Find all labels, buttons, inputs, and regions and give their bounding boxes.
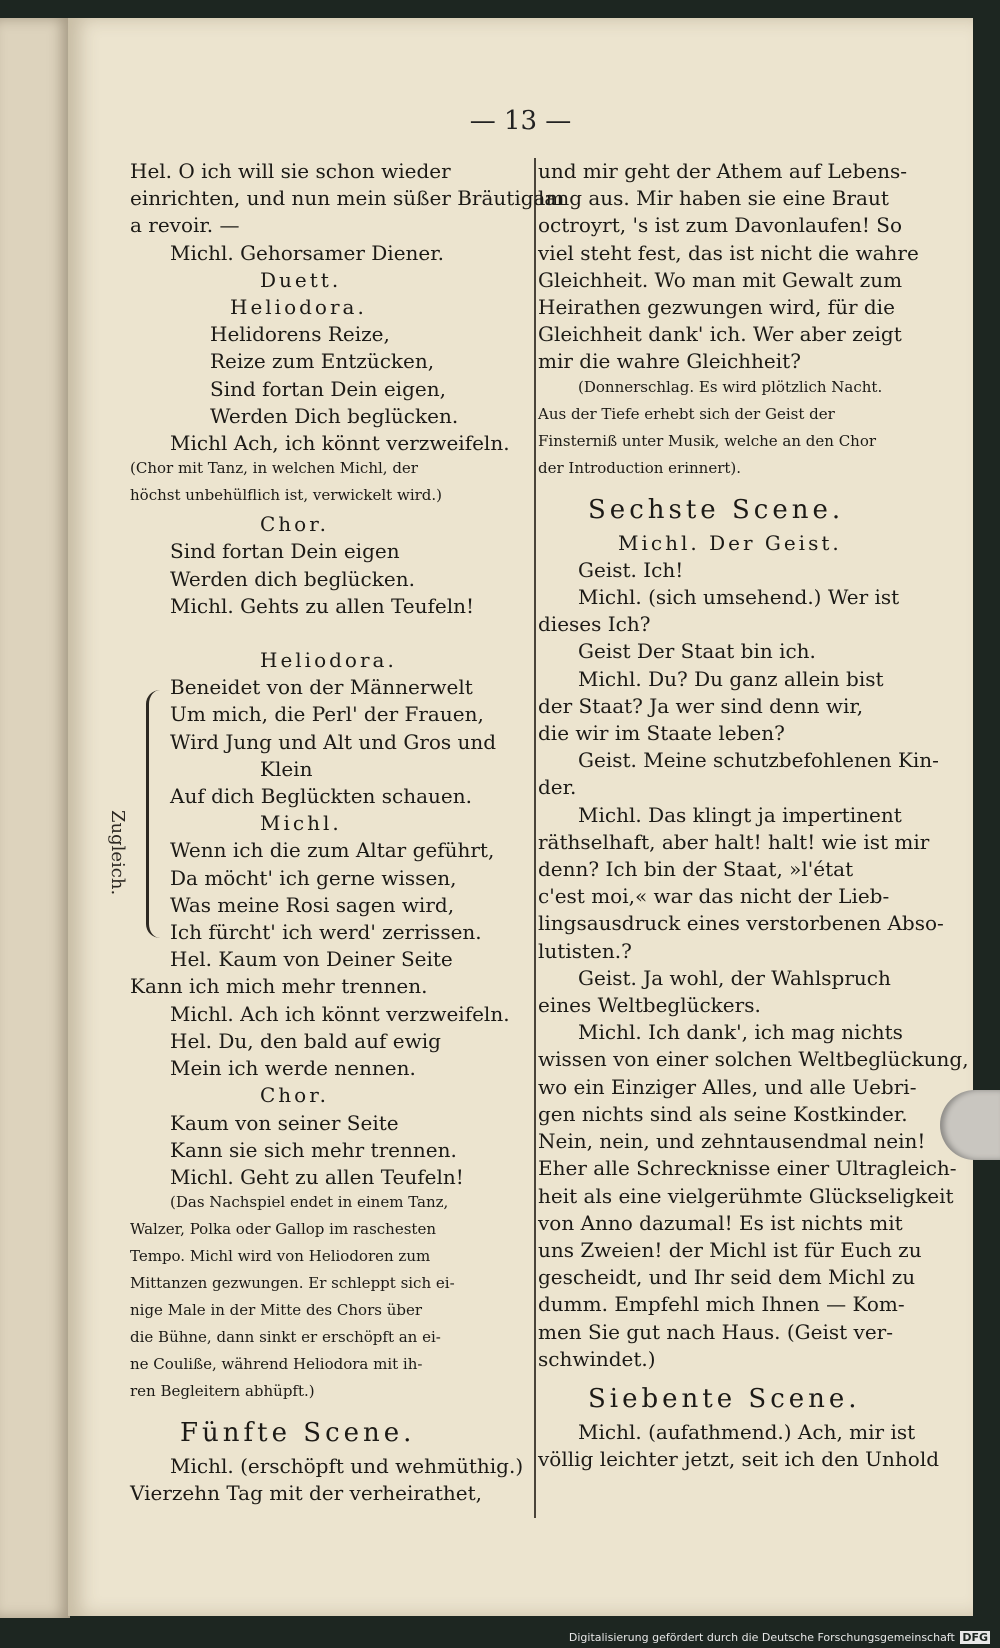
text-line: Michl. Ach ich könnt verzweifeln. — [170, 1001, 510, 1026]
text-line: Auf dich Beglückten schauen. — [170, 784, 472, 809]
text-line: dieses Ich? — [538, 612, 651, 637]
text-line: völlig leichter jetzt, seit ich den Unhold — [538, 1447, 940, 1472]
text-line: Heliodora. — [260, 648, 397, 673]
text-line: höchst unbehülflich ist, verwickelt wird.) — [130, 486, 443, 505]
text-line: wissen von einer solchen Weltbeglückung, — [538, 1047, 969, 1072]
text-line: Mittanzen gezwungen. Er schleppt sich ei- — [130, 1274, 455, 1293]
text-line: Sind fortan Dein eigen, — [210, 376, 446, 401]
text-line: Wird Jung und Alt und Gros und — [170, 729, 497, 754]
page-number: — 13 — — [469, 106, 572, 136]
side-label-zugleich: Zugleich. — [107, 810, 128, 896]
text-line: Michl. (aufathmend.) Ach, mir ist — [578, 1419, 916, 1444]
text-line: octroyrt, 's ist zum Davonlaufen! So — [538, 213, 903, 238]
text-line: Geist. Meine schutzbefohlenen Kin- — [578, 748, 939, 773]
text-line: ren Begleitern abhüpft.) — [130, 1382, 315, 1401]
text-line: a revoir. — — [130, 213, 240, 238]
text-line: wo ein Einziger Alles, und alle Uebri- — [538, 1074, 917, 1099]
text-line: Heliodora. — [230, 295, 367, 320]
text-line: der Introduction erinnert). — [538, 458, 742, 477]
text-line: Michl. Gehorsamer Diener. — [170, 240, 444, 265]
text-line: Gleichheit dank' ich. Wer aber zeigt — [538, 322, 902, 347]
left-column — [130, 158, 592, 1508]
text-line: Michl. Der Geist. — [618, 530, 842, 555]
text-line: Michl. — [260, 811, 342, 836]
text-line: Beneidet von der Männerwelt — [170, 675, 473, 700]
text-line: (Chor mit Tanz, in welchen Michl, der — [130, 459, 418, 478]
text-line: Heirathen gezwungen wird, für die — [538, 295, 895, 320]
text-line: die Bühne, dann sinkt er erschöpft an ei- — [130, 1328, 441, 1347]
text-line: der. — [538, 775, 577, 800]
text-line: Nein, nein, und zehntausendmal nein! — [538, 1129, 926, 1154]
footer-text: Digitalisierung gefördert durch die Deutsche Forschungsgemeinschaft — [568, 1631, 955, 1644]
text-line: Kaum von seiner Seite — [170, 1110, 399, 1135]
text-line: gescheidt, und Ihr seid dem Michl zu — [538, 1265, 916, 1290]
text-line: Michl. Geht zu allen Teufeln! — [170, 1164, 464, 1189]
text-line: Kann sie sich mehr trennen. — [170, 1137, 457, 1162]
text-line: lutisten.? — [538, 938, 632, 963]
text-line: Siebente Scene. — [588, 1383, 861, 1414]
text-line: dumm. Empfehl mich Ihnen — Kom- — [538, 1292, 905, 1317]
text-line: Sechste Scene. — [588, 494, 845, 525]
text-line: Geist. Ich! — [578, 557, 684, 582]
text-line: viel steht fest, das ist nicht die wahre — [538, 240, 919, 265]
text-line: von Anno dazumal! Es ist nichts mit — [538, 1210, 903, 1235]
text-line: Was meine Rosi sagen wird, — [170, 892, 455, 917]
book-page — [68, 18, 973, 1616]
text-line: mir die wahre Gleichheit? — [538, 349, 801, 374]
text-line: (Das Nachspiel endet in einem Tanz, — [170, 1193, 449, 1212]
text-line: lang aus. Mir haben sie eine Braut — [538, 186, 889, 211]
text-line — [130, 620, 592, 647]
text-line: Um mich, die Perl' der Frauen, — [170, 702, 484, 727]
text-line: Chor. — [260, 1083, 329, 1108]
text-line: Geist. Ja wohl, der Wahlspruch — [578, 965, 891, 990]
text-line: Michl. Ich dank', ich mag nichts — [578, 1020, 903, 1045]
text-line: Tempo. Michl wird von Heliodoren zum — [130, 1247, 431, 1266]
text-line: Sind fortan Dein eigen — [170, 539, 400, 564]
text-line: räthselhaft, aber halt! halt! wie ist mir — [538, 829, 930, 854]
text-line: Michl. (erschöpft und wehmüthig.) — [170, 1454, 524, 1479]
text-line: Geist Der Staat bin ich. — [578, 639, 816, 664]
text-line: denn? Ich bin der Staat, »l'état — [538, 857, 854, 882]
text-line: (Donnerschlag. Es wird plötzlich Nacht. — [578, 377, 883, 396]
text-line: Mein ich werde nennen. — [170, 1056, 416, 1081]
text-line: Michl Ach, ich könnt verzweifeln. — [170, 431, 510, 456]
text-line: Helidorens Reize, — [210, 322, 390, 347]
text-line: Da möcht' ich gerne wissen, — [170, 865, 457, 890]
text-line: nige Male in der Mitte des Chors über — [130, 1301, 423, 1320]
text-line: Werden Dich beglücken. — [210, 403, 459, 428]
text-line: Chor. — [260, 512, 329, 537]
text-line: Wenn ich die zum Altar geführt, — [170, 838, 495, 863]
text-line: Vierzehn Tag mit der verheirathet, — [130, 1481, 483, 1506]
text-line: Michl. Du? Du ganz allein bist — [578, 666, 884, 691]
text-line: Michl. (sich umsehend.) Wer ist — [578, 585, 900, 610]
text-line: Hel. O ich will sie schon wieder — [130, 159, 451, 183]
dfg-logo: DFG — [962, 1631, 988, 1644]
text-line: der Staat? Ja wer sind denn wir, — [538, 693, 864, 718]
text-line: Gleichheit. Wo man mit Gewalt zum — [538, 267, 903, 292]
text-line: Michl. Gehts zu allen Teufeln! — [170, 593, 475, 618]
text-line: gen nichts sind als seine Kostkinder. — [538, 1101, 908, 1126]
text-line: Ich fürcht' ich werd' zerrissen. — [170, 920, 482, 945]
text-line: c'est moi,« war das nicht der Lieb- — [538, 884, 890, 909]
text-line: Klein — [260, 756, 313, 781]
text-line: Hel. Kaum von Deiner Seite — [170, 947, 453, 972]
text-line: und mir geht der Athem auf Lebens- — [538, 159, 908, 183]
text-line: Kann ich mich mehr trennen. — [130, 974, 428, 999]
text-line: Eher alle Schrecknisse einer Ultragleich- — [538, 1156, 957, 1181]
text-line: Duett. — [260, 267, 342, 292]
previous-page-edge — [0, 18, 70, 1618]
text-line: Finsterniß unter Musik, welche an den Chor — [538, 431, 877, 450]
text-line: lingsausdruck eines verstorbenen Abso- — [538, 911, 944, 936]
text-line: ne Couliße, während Heliodora mit ih- — [130, 1355, 423, 1374]
text-line: men Sie gut nach Haus. (Geist ver- — [538, 1319, 893, 1344]
simultaneous-bracket — [146, 690, 167, 938]
text-line: heit als eine vielgerühmte Glückseligkeit — [538, 1183, 954, 1208]
text-line: einrichten, und nun mein süßer Bräutigam — [130, 186, 565, 211]
text-line: Aus der Tiefe erhebt sich der Geist der — [538, 404, 835, 423]
text-line: die wir im Staate leben? — [538, 721, 785, 746]
footer-credit — [569, 1631, 990, 1644]
right-column — [538, 158, 978, 1473]
text-line: Walzer, Polka oder Gallop im raschesten — [130, 1220, 436, 1239]
text-line: eines Weltbeglückers. — [538, 993, 761, 1018]
text-line: Hel. Du, den bald auf ewig — [170, 1028, 441, 1053]
text-line: Michl. Das klingt ja impertinent — [578, 802, 902, 827]
text-line: Reize zum Entzücken, — [210, 349, 435, 374]
text-line: Fünfte Scene. — [180, 1418, 416, 1449]
text-line: schwindet.) — [538, 1346, 656, 1371]
text-line: uns Zweien! der Michl ist für Euch zu — [538, 1237, 922, 1262]
text-line: Werden dich beglücken. — [170, 566, 415, 591]
